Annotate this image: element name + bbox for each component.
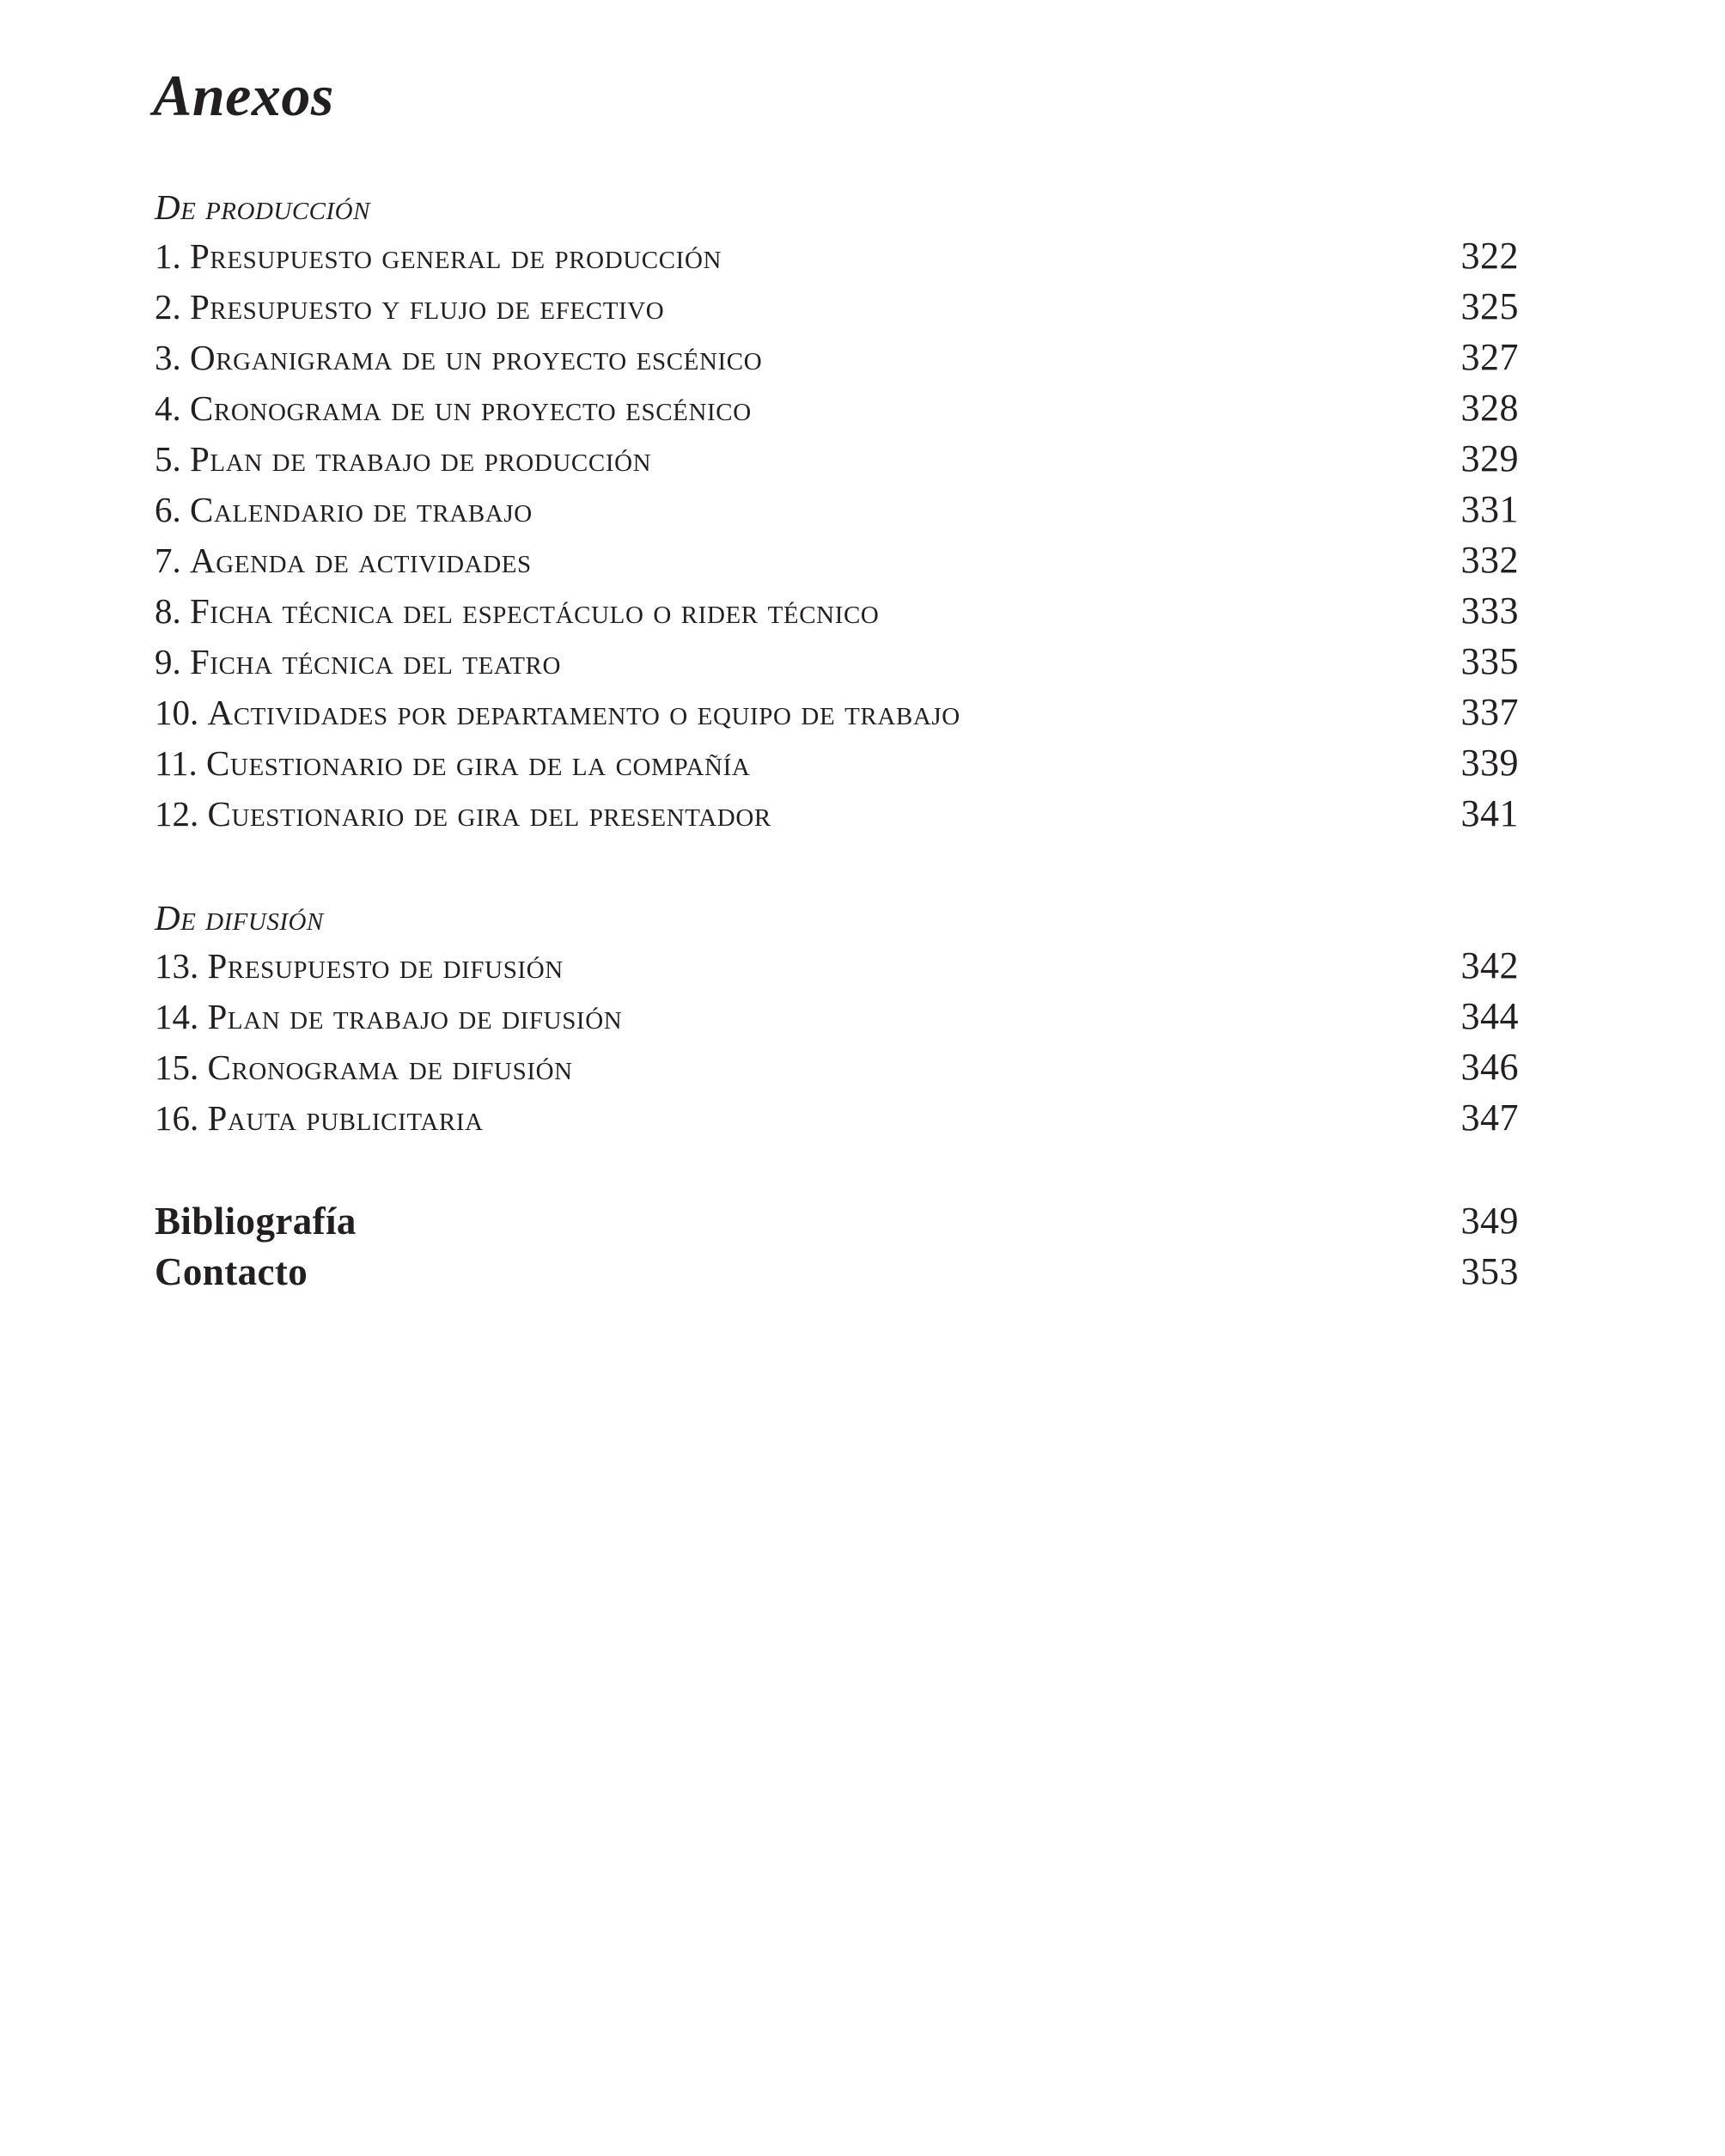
entry-page-number: 322 <box>1460 235 1519 277</box>
entry-page-number: 325 <box>1460 285 1519 327</box>
entry-label: Presupuesto y flujo de efectivo <box>190 287 665 327</box>
entry-label: Pauta publicitaria <box>207 1098 484 1138</box>
entry-page-number: 339 <box>1460 742 1519 784</box>
entry-page-number: 346 <box>1460 1046 1519 1088</box>
entry-label: Ficha técnica del teatro <box>190 642 562 681</box>
entry-number: 16. <box>155 1098 199 1138</box>
toc-entry[interactable] <box>155 235 1519 278</box>
entry-label: Plan de trabajo de difusión <box>207 997 623 1036</box>
toc-entry[interactable] <box>155 742 1519 785</box>
entry-number: 8. <box>155 591 181 631</box>
entry-label: Calendario de trabajo <box>190 490 533 529</box>
entry-number: 1. <box>155 236 181 276</box>
entry-page-number: 337 <box>1460 691 1519 733</box>
toc-entry[interactable] <box>155 539 1519 582</box>
entry-number: 7. <box>155 541 181 580</box>
entry-label: Organigrama de un proyecto escénico <box>190 338 763 377</box>
section-heading-produccion: De producción <box>155 187 370 227</box>
entry-page-number: 335 <box>1460 640 1519 682</box>
entry-page-number: 332 <box>1460 539 1519 581</box>
entry-page-number: 353 <box>1460 1250 1519 1292</box>
entry-number: 11. <box>155 743 198 783</box>
entry-page-number: 333 <box>1460 589 1519 632</box>
entry-label: Ficha técnica del espectáculo o rider técnico <box>190 591 880 631</box>
entry-number: 13. <box>155 946 199 986</box>
entry-label: Contacto <box>155 1250 308 1293</box>
section-heading-difusion: De difusión <box>155 898 324 938</box>
entry-label: Plan de trabajo de producción <box>190 439 652 479</box>
entry-page-number: 342 <box>1460 944 1519 986</box>
entry-number: 15. <box>155 1047 199 1087</box>
entry-number: 2. <box>155 287 181 327</box>
entry-page-number: 341 <box>1460 792 1519 834</box>
entry-label: Cronograma de difusión <box>207 1047 573 1087</box>
entry-number: 4. <box>155 388 181 428</box>
toc-entry[interactable] <box>155 691 1519 734</box>
entry-page-number: 331 <box>1460 488 1519 530</box>
toc-entry[interactable] <box>155 437 1519 480</box>
entry-label: Bibliografía <box>155 1200 357 1243</box>
entry-page-number: 327 <box>1460 336 1519 378</box>
toc-entry[interactable] <box>155 944 1519 987</box>
entry-label: Presupuesto de difusión <box>207 946 564 986</box>
entry-number: 9. <box>155 642 181 681</box>
entry-page-number: 344 <box>1460 995 1519 1037</box>
entry-label: Agenda de actividades <box>190 541 532 580</box>
entry-label: Cuestionario de gira de la compañía <box>205 743 751 783</box>
toc-entry[interactable] <box>155 589 1519 632</box>
toc-entry[interactable] <box>155 488 1519 531</box>
entry-page-number: 349 <box>1460 1200 1519 1242</box>
toc-entry-contacto[interactable] <box>155 1248 1519 1296</box>
toc-entry[interactable] <box>155 336 1519 379</box>
toc-entry[interactable] <box>155 1046 1519 1089</box>
toc-entry-bibliografia[interactable] <box>155 1197 1519 1245</box>
entry-number: 14. <box>155 997 199 1036</box>
entry-label: Cuestionario de gira del presentador <box>207 794 771 834</box>
toc-entry[interactable] <box>155 995 1519 1038</box>
entry-number: 5. <box>155 439 181 479</box>
toc-entry[interactable] <box>155 792 1519 835</box>
entry-page-number: 329 <box>1460 437 1519 479</box>
entry-page-number: 328 <box>1460 387 1519 429</box>
toc-entry[interactable] <box>155 640 1519 683</box>
entry-label: Presupuesto general de producción <box>190 236 722 276</box>
toc-entry[interactable] <box>155 387 1519 430</box>
entry-label: Cronograma de un proyecto escénico <box>190 388 752 428</box>
entry-number: 6. <box>155 490 181 529</box>
toc-entry[interactable] <box>155 1096 1519 1139</box>
entry-label: Actividades por departamento o equipo de trabajo <box>207 693 960 732</box>
entry-number: 3. <box>155 338 181 377</box>
entry-number: 12. <box>155 794 199 834</box>
page-title: Anexos <box>153 63 334 128</box>
entry-page-number: 347 <box>1460 1096 1519 1139</box>
entry-number: 10. <box>155 693 199 732</box>
toc-entry[interactable] <box>155 285 1519 328</box>
